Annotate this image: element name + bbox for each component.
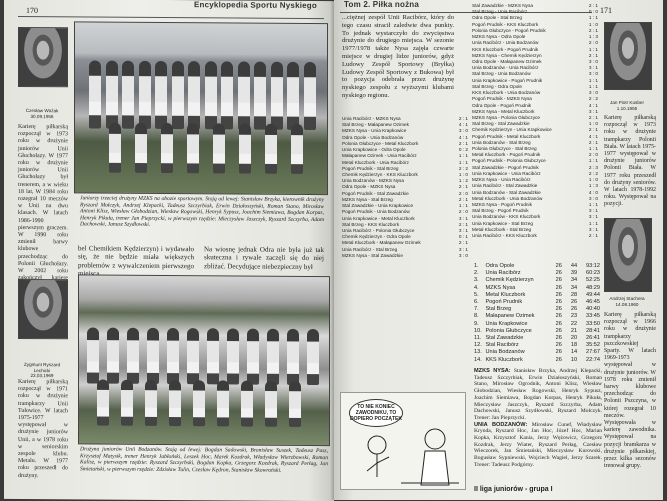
portrait-photo — [18, 279, 68, 339]
match-score: 2 : 1 — [458, 196, 468, 202]
match-teams: Chemik Kędzierzyn - Unia Krapkowice — [472, 127, 552, 133]
standings-pos: 11. — [474, 335, 482, 342]
standings-pts: 26 — [570, 306, 578, 313]
match-score: 1 : 1 — [588, 146, 598, 152]
player-figure — [271, 62, 283, 130]
match-teams: Unia Krapkowice - Odra Opole — [342, 147, 406, 153]
standings-row — [474, 321, 600, 328]
match-score: 2 : 1 — [458, 140, 468, 146]
match-score: 0 : 2 — [458, 147, 468, 153]
match-score: 2 : 1 — [588, 233, 598, 239]
player-figure — [187, 123, 199, 173]
match-results — [472, 3, 598, 239]
standings-goals: 46:45 — [585, 299, 600, 306]
match-score: 3 : 1 — [458, 227, 468, 233]
article-text: Na wiosnę jednak Odra nie była już tak skuteczna i rywale zaczęli się do niej zbliżać. Decydujące niebezpieczny był — [204, 245, 324, 271]
match-teams: Polonia Głubczyce - Pogoń Prudnik — [472, 27, 546, 33]
left-page — [4, 0, 334, 501]
player-figure — [221, 61, 233, 129]
player-figure — [287, 329, 299, 385]
player-figure — [265, 124, 277, 174]
match-teams: Pogoń Prudnik - Stal Zawadzkie — [342, 190, 409, 196]
standings-team: Stal Zawadzkie — [485, 335, 524, 342]
match-score: 2 : 1 — [588, 127, 598, 133]
standings-pos: 1. — [474, 263, 479, 269]
photo-caption: Juniorzy trzeciej drużyny MZKS na obozie sportowym. Stoją od lewej: Stanisław Brzyka, kierownik drużyny Ryszard Mołczyk, Andrzej Klepacki, Tadeusz Szczyrbiak, Erwin Działoszyński, Roman Stano, Mirosław Antoni Klisz, Wiesław Głobodzian, Wiesław Rogowski, Henryk Sypusz, Joachim Siemiawa, Bogdan Korpas, Henryk Pikuła, trener Jan Pieprzycki, w pierwszym rzędzie: Mieczysław Jaszczyk, Ryszard Szczyrba, Adam Dachowski, Janusz Szydłowski. — [80, 195, 324, 229]
player-figure — [161, 123, 173, 173]
standings-pts: 10 — [570, 356, 578, 363]
player-figure — [205, 61, 217, 129]
match-score: 2 : 2 — [458, 165, 468, 171]
standings-pos: 5. — [474, 291, 479, 298]
match-score: 1 : 1 — [588, 220, 598, 226]
book-spread — [4, 0, 663, 500]
match-teams: MZKS Nysa - Unia Racibórz — [472, 177, 531, 183]
standings-pos: 7. — [474, 306, 479, 313]
standings-row — [474, 299, 600, 306]
player-figure — [107, 328, 119, 384]
match-score: 2 : 0 — [458, 209, 468, 215]
team-photo — [74, 21, 328, 195]
player-figure — [187, 328, 199, 384]
match-teams: Pogoń Prudnik - Metal Kluczbork — [472, 133, 541, 139]
standings-team: Stal Racibórz — [485, 342, 519, 349]
match-teams: Odra Opole - Stal Brzeg — [472, 15, 523, 21]
player-figure — [217, 380, 229, 426]
standings-p: 26 — [555, 291, 562, 298]
standings-p: 26 — [555, 263, 562, 269]
match-teams: Polonia Głubczyce - Metal Kluczbork — [342, 140, 419, 146]
article-text: ...ciężnej zespół Unii Racibórz, który do tego czasu stracił zaledwie dwa punkty. To jednak wystarczyło do zwycięstwa drużynie do drugiego miejsca. W sezonie 1977/1978 także Nysa zajęła czwarte miejsce w drugiej lidze juniorów, gdyż Ludowy Zespół Sportowy (Bryłka) Ludowy Zespół Sportowy z Bukowa) był to pozycja odebrała przez drużynę nyskiego zespołu z wyższymi klubami nyskiego regionu. — [342, 14, 454, 99]
standings-pts: 22 — [570, 320, 578, 327]
standings-row — [474, 292, 600, 299]
header-rule — [18, 16, 324, 19]
standings-goals: 52:25 — [585, 277, 600, 284]
standings-row — [474, 306, 600, 313]
player-figure — [89, 60, 101, 128]
match-teams: Pogoń Prudnik - Stal Brzeg — [342, 165, 399, 171]
match-teams: Unia Racibórz - MZKS Nysa — [342, 116, 401, 121]
standings-row — [474, 270, 600, 277]
page-footer: II liga juniorów - grupa I — [474, 486, 553, 493]
match-score: 3 : 0 — [588, 195, 598, 201]
match-teams: MZKS Nysa - Polonia Głubczyce — [472, 114, 540, 120]
standings-goals: 33:50 — [585, 320, 600, 327]
portrait-name: Czesław Woźak 30.09.1956 — [25, 107, 59, 119]
result-row — [342, 253, 468, 259]
standings-pts: 28 — [570, 291, 578, 298]
running-header: Tom 2. Piłka nożna — [344, 0, 420, 9]
standings-p: 26 — [555, 320, 562, 327]
player-figure — [193, 380, 205, 426]
cartoon-drawing — [341, 393, 465, 489]
match-teams: Pogoń Prudnik - KKS Kluczbork — [472, 21, 539, 27]
match-teams: Unia Racibórz - Stal Brzeg — [342, 246, 398, 252]
standings-team: Unia Racibórz — [485, 270, 521, 277]
portrait-photo — [18, 27, 68, 87]
player-figure — [207, 328, 219, 384]
match-teams: MZKS Nysa - Stal Brzeg — [342, 196, 393, 202]
player-figure — [97, 379, 109, 425]
standings-row — [474, 328, 600, 335]
player-figure — [241, 381, 253, 427]
standings-pos: 9. — [474, 320, 479, 327]
match-score: 1 : 1 — [588, 83, 598, 89]
match-score: 0 : 1 — [458, 234, 468, 240]
match-score: 2 : 3 — [588, 164, 598, 170]
standings-team: MZKS Nysa — [485, 284, 516, 291]
page-number: 171 — [600, 6, 612, 15]
match-score: 1 : 3 — [588, 34, 598, 40]
standings-p: 26 — [555, 270, 562, 277]
player-figure — [172, 61, 184, 129]
standings-pts: 39 — [570, 270, 578, 277]
running-header: Encyklopedia Sportu Nyskiego — [194, 0, 317, 11]
standings-pos: 10. — [474, 327, 482, 334]
squad-label: UNIA BODZANÓW: — [474, 421, 528, 428]
match-teams: Pogoń Prudnik - Unia Bodzanów — [342, 209, 410, 215]
match-teams: Polonia Głubczyce - Stal Brzeg — [472, 146, 537, 152]
match-score: 3 : 0 — [458, 252, 468, 258]
match-score: 2 : 1 — [588, 27, 598, 33]
squad-names: Mirosław Cunef, Władysław Krynda, Ryszard Hoc, Jan Hoc, Józef Hoc, Marian Kopka, Krzysztof Kania, Jerzy Wężowicz, Grzegorz Kozdrak, Jerzy Wiater, Ryszard Perłag, Czesław Wieczorek, Jan Śmietański, Mieczysław Kurowski, Bogusław Sypniewski, Wojciech Wagiel, Jerzy Szarek. Trener: Tadeusz Podgórny. — [474, 421, 602, 468]
standings-goals: 49:44 — [585, 291, 600, 298]
match-teams: Stal Zawadzkie - Pogoń Prudnik — [472, 164, 539, 170]
match-results — [342, 116, 468, 259]
page-number: 170 — [26, 6, 38, 16]
match-teams: Metal Kluczbork - Unia Racibórz — [342, 159, 409, 165]
match-teams: Unia Racibórz - Stal Zawadzkie — [472, 183, 538, 189]
match-teams: Metal Kluczbork - Unia Bodzanów — [472, 195, 543, 201]
match-score: 1 : 1 — [588, 202, 598, 207]
match-score: 1 : 1 — [588, 77, 598, 83]
match-score: 3 : 1 — [588, 226, 598, 232]
match-teams: Małapanew Ozimek - Unia Racibórz — [342, 153, 417, 159]
match-score: 2 : 1 — [458, 240, 468, 246]
standings-p: 26 — [555, 335, 562, 342]
match-teams: Stal Brzeg - Unia Racibórz — [472, 9, 528, 15]
standings-p: 26 — [555, 313, 562, 320]
match-teams: Unia Bodzanów - Stal Brzeg — [472, 139, 531, 145]
biography-text: Karierę piłkarską rozpoczął w 1973 roku w drużynie trampkarzy Polonii Biała. W latach 1975-1977 występował w drużynie juniorów Polonii Biała. W 1977 roku przeszedł do drużyny seniorów. W latach 1978-1992 roku. Występował na pozycji. — [604, 115, 656, 208]
player-figure — [169, 380, 181, 426]
portrait-name: Andrzej Stachera 14.08.1960 — [609, 296, 645, 307]
match-score: 2 : 0 — [588, 40, 598, 46]
standings-pts: 26 — [570, 299, 578, 306]
squad-names: Stanisław Brzyka, Andrzej Klepacki, Tadeusz Szczyrbiak, Erwin Działoszyński, Roman Stano, Mirosław Ogrodnik, Antoni Klisz, Wiesław Głobodzian, Wiesław Rogowski, Henryk Sypusz, Joachim Siemiawa, Bogdan Korpas, Henryk Pikuła, Mieczysław Jaszczyk, Ryszard Szczyrba, Adam Dachowski, Janusz Szydłowski, Ryszard Mołczyk. Trener: Jan Pieprzycki. — [474, 368, 602, 421]
match-teams: Unia Bodzanów - KKS Kluczbork — [472, 214, 541, 220]
match-teams: Stal Brzeg - Pogoń Prudnik — [472, 208, 529, 214]
match-score: 1 : 1 — [458, 153, 468, 159]
standings-team: Polonia Głubczyce — [485, 327, 532, 334]
speech-bubble: TO NIE KONIEC ZAWODNIKU, TO DOPIERO POCZĄTEK — [349, 399, 403, 427]
match-teams: Chemik Kędzierzyn - KKS Kluczbork — [342, 171, 418, 177]
match-teams: Stal Brzeg - Stal Zawadzkie — [472, 121, 530, 127]
player-figure — [227, 328, 239, 384]
player-figure — [213, 123, 225, 173]
standings-goals: 48:29 — [585, 284, 600, 291]
team-photo — [78, 274, 330, 446]
standings-team: Pogoń Prudnik — [485, 299, 523, 306]
match-teams: Metal Kluczbork - Małapanew Ozimek — [342, 240, 421, 246]
standings-team: KKS Kluczbork — [485, 356, 523, 363]
standings-goals: 60:23 — [585, 270, 600, 277]
standings-goals: 27:67 — [585, 349, 600, 356]
match-score: 4 : 1 — [588, 102, 598, 108]
match-teams: Stal Brzeg - Unia Bodzanów — [472, 71, 531, 77]
match-score: 1 : 0 — [588, 21, 598, 27]
match-score: 4 : 0 — [588, 189, 598, 195]
match-teams: Unia Krapkowice - Metal Kluczbork — [342, 215, 415, 221]
standings-team: Małapanew Ozimek — [485, 313, 535, 320]
cartoon-illustration — [340, 392, 466, 490]
squad-label: MZKS NYSA: — [474, 368, 511, 374]
match-score: 2 : 1 — [588, 114, 598, 120]
player-figure — [265, 381, 277, 427]
match-teams: Odra Opole - Małapanew Ozimek — [472, 58, 542, 64]
standings-row — [474, 263, 600, 270]
biography-text: Karierę piłkarską rozpoczął w 1973 roku w drużynie juniorów Unii Głuchołazy. W 1977 roku w drużynie juniorów Unii Głuchołazy był trenerem, a w wieku 18 lat, W 1984 roku rozegrał 10 meczów w Unii na dwu klasach. W latach 1986-1990 pierwszym graczem. W 1990 roku zmienił barwy klubowe przechodząc do Polonii Głuchołazy. W 2002 roku — [18, 123, 68, 275]
match-score: 1 : 3 — [588, 183, 598, 189]
player-figure — [188, 61, 200, 129]
match-teams: Metal Kluczbork - Stal Brzeg — [472, 226, 532, 232]
squad-list — [474, 368, 602, 469]
standings-p: 26 — [555, 284, 562, 291]
portrait-photo — [604, 218, 652, 292]
player-figure — [247, 329, 259, 385]
match-teams: Stal Brzeg - KKS Kluczbork — [342, 221, 400, 227]
player-figure — [122, 61, 134, 129]
match-teams: Unia Racibórz - KKS Kluczbork — [472, 233, 537, 239]
match-teams: Unia Bodzanów - Unia Racibórz — [472, 65, 539, 71]
match-score: 1 : 1 — [588, 46, 598, 52]
player-figure — [267, 329, 279, 385]
match-teams: Stal Zawadzkie - MZKS Nysa — [472, 3, 533, 8]
standings-goals: 93:12 — [585, 263, 600, 269]
match-teams: Unia Bodzanów - MZKS Nysa — [342, 178, 405, 184]
match-teams: Metal Kluczbork - Pogoń Prudnik — [472, 152, 541, 158]
player-figure — [109, 123, 121, 173]
standings-row — [474, 335, 600, 342]
match-teams: Pogoń Prudnik - Polonia Głubczyce — [472, 158, 546, 164]
standings-pts: 21 — [570, 327, 578, 334]
standings-team: Stal Brzeg — [485, 306, 512, 313]
standings-row — [474, 313, 600, 320]
player-figure — [238, 61, 250, 129]
match-score: 3 : 1 — [588, 214, 598, 220]
player-figure — [155, 61, 167, 129]
result-row — [472, 233, 598, 239]
match-teams: Unia Krapkowice - Unia Racibórz — [472, 170, 541, 176]
standings-pts: 34 — [570, 277, 578, 284]
standings-p: 26 — [555, 277, 562, 284]
player-figure — [147, 328, 159, 384]
match-teams: Odra Opole - Pogoń Prudnik — [472, 102, 532, 108]
match-score: 2 : 1 — [588, 52, 598, 58]
match-teams: KKS Kluczbork - Pogoń Prudnik — [472, 46, 539, 52]
standings-pts: 34 — [570, 284, 578, 291]
match-score: 2 : 0 — [458, 190, 468, 196]
match-score: 1 : 0 — [458, 171, 468, 177]
match-score: 3 : 0 — [458, 128, 468, 134]
match-score: 0 : 0 — [588, 9, 598, 15]
biography-text: Karierę piłkarską rozpoczął w 1966 roku w drużynie trampkarzy pszczkowskiej Sparty. W latach 1969-1973 występował w drużynie juniorów. W 1978 roku zmienił barwy klubowe przechodząc do Polonii Pszczyna, w której rozegrał 10 meczów. Występowała w karierę zawodnika. Występował na pozycji bramkarza w drużynie piłkarskiej, przez kilka sezonów trenował grupy. — [604, 312, 656, 470]
standings-team: Metal Kluczbork — [485, 291, 526, 298]
standings-team: Chemik Kędzierzyn — [485, 277, 534, 284]
article-text: bel Chemikiem Kędzierzyn) i wydawało się, że nie będzie miała większych problemów z wywalczeniem pierwszego — [78, 244, 194, 270]
portrait-photo — [604, 22, 652, 90]
match-score: 1 : 1 — [458, 159, 468, 165]
standings-pos: 14. — [474, 356, 482, 363]
standings-team: Odra Opole — [485, 263, 515, 269]
match-teams: MZKS Nysa - Unia Krapkowice — [342, 128, 407, 134]
match-teams: Pogoń Prudnik - MZKS Nysa — [472, 96, 532, 102]
biography-text: Karierę piłkarską rozpoczął w 1971 roku w drużynie trampkarzy Unii Tułowice. W latach 1975-1977 występował w drużynie juniorów Unii, a w 1978 roku w seniorskim zespole klubu. Metalu. W 1977 roku przeszedł do drużyny. — [18, 378, 68, 479]
match-teams: Chemik Kędzierzyn - Odra Opole — [342, 234, 411, 240]
match-score: 1 : 1 — [588, 158, 598, 164]
match-teams: Stal Brzeg - Odra Opole — [472, 83, 523, 89]
standings-pos: 6. — [474, 299, 479, 306]
match-teams: Unia Krapkowice - Pogoń Prudnik — [472, 77, 543, 83]
match-score: 1 : 1 — [588, 15, 598, 21]
match-score: 2 : 2 — [588, 170, 598, 176]
portrait-name: Zygmunt Ryszard Lechicki 23.03.1969 — [24, 361, 60, 379]
match-score: 3 : 0 — [588, 90, 598, 96]
match-score: 4 : 1 — [588, 133, 598, 139]
standings-pos: 13. — [474, 349, 482, 356]
match-score: 2 : 1 — [458, 184, 468, 190]
player-figure — [87, 327, 99, 383]
match-teams: Odra Opole - Unia Bodzanów — [342, 134, 404, 140]
player-figure — [254, 62, 266, 130]
player-figure — [307, 329, 319, 385]
standings-goals: 22:74 — [585, 356, 600, 363]
match-score: 1 : 0 — [588, 177, 598, 183]
match-score: 4 : 1 — [458, 134, 468, 140]
standings-goals: 35:52 — [585, 342, 600, 349]
standings-pts: 20 — [570, 335, 578, 342]
match-score: 3 : 1 — [458, 215, 468, 221]
standings-pos: 8. — [474, 313, 479, 320]
standings-row — [474, 349, 600, 356]
standings-pts: 14 — [570, 349, 578, 356]
match-teams: MZKS Nysa - Chemik Kędzierzyn — [472, 52, 542, 58]
player-figure — [139, 61, 151, 129]
standings-pos: 3. — [474, 277, 479, 284]
standings-goals: 26:41 — [585, 335, 600, 342]
standings-p: 26 — [555, 349, 562, 356]
player-figure — [239, 123, 251, 173]
player-figure — [287, 62, 299, 130]
match-teams: Unia Krapkowice - Stal Brzeg — [472, 220, 533, 226]
match-teams: Stal Brzeg - Małapanew Ozimek — [342, 122, 409, 128]
match-teams: Stal Zawadzkie - Unia Krapkowice — [342, 203, 414, 209]
match-teams: MZKS Nysa - Pogoń Prudnik — [472, 202, 532, 207]
match-score: 2 : 1 — [458, 116, 468, 121]
player-figure — [127, 328, 139, 384]
match-score: 1 : 1 — [458, 203, 468, 209]
standings-p: 26 — [555, 299, 562, 306]
standings-pos: 2. — [474, 270, 479, 277]
standings-goals: 40:40 — [585, 306, 600, 313]
standings-pos: 12. — [474, 342, 482, 349]
standings-goals: 28:41 — [585, 327, 600, 334]
standings-row — [474, 285, 600, 292]
standings-table — [474, 263, 600, 364]
standings-goals: 33:45 — [585, 313, 600, 320]
standings-p: 26 — [555, 342, 562, 349]
match-score: 3 : 0 — [588, 71, 598, 77]
match-teams: Unia Bodzanów - Stal Zawadzkie — [472, 189, 541, 195]
match-score: 2 : 1 — [588, 139, 598, 145]
match-score: 3 : 1 — [588, 208, 598, 214]
player-figure — [167, 328, 179, 384]
player-figure — [304, 62, 316, 130]
match-teams: Unia Racibórz - Unia Bodzanów — [472, 40, 539, 46]
standings-pos: 4. — [474, 284, 479, 291]
standings-pts: 18 — [570, 342, 578, 349]
standings-pts: 23 — [570, 313, 578, 320]
standings-p: 26 — [555, 306, 562, 313]
match-score: 4 : 1 — [458, 122, 468, 128]
match-teams: Unia Racibórz - Polonia Głubczyce — [342, 227, 415, 233]
portrait-name: Jan Piotr Kusber 1.10.1955 — [610, 100, 644, 111]
match-teams: MZKS Nysa - Stal Zawadzkie — [342, 252, 403, 258]
match-score: 1 : 2 — [458, 178, 468, 184]
match-score: 3 : 0 — [588, 58, 598, 64]
match-score: 2 : 2 — [588, 96, 598, 102]
standings-row — [474, 342, 600, 349]
right-page — [334, 0, 663, 500]
player-figure — [291, 124, 303, 174]
player-figure — [106, 61, 118, 129]
standings-row — [474, 357, 600, 364]
photo-caption: Drużyna juniorów Unii Bodzanów. Stoją od lewej: Bogdan Sadowski, Bronisław Suszek, Tadeusz Pasz, Krzysztof Matysik, trener Henryk Jabłoński, Leszek Hoc, Marek Kozdrak, Władysław Wierzbowski, Roman Kalisz, w pierwszym rzędzie: Ryszard Szczyrbski, Bogdan Kopka, Grzegorz Kozdrak, Ryszard Perłag, Jan Śmietański, w pierwszym rzędzie: Zdzisław Tulin, Czesław Kędron, Stanisław Skowroński. — [80, 446, 328, 474]
match-score: 2 : 1 — [458, 221, 468, 227]
standings-pts: 44 — [570, 263, 578, 269]
match-teams: Odra Opole - MZKS Nysa — [342, 184, 396, 190]
match-teams: KKS Kluczbork - Unia Bodzanów — [472, 90, 541, 96]
match-teams: MZKS Nysa - Odra Opole — [472, 34, 526, 40]
player-figure — [121, 380, 133, 426]
standings-p: 26 — [555, 356, 562, 363]
match-score: 3 : 1 — [458, 246, 468, 252]
player-figure — [289, 381, 301, 427]
match-score: 1 : 0 — [588, 121, 598, 127]
player-figure — [135, 123, 147, 173]
standings-row — [474, 277, 600, 284]
match-score: 2 : 1 — [588, 3, 598, 8]
match-teams: MZKS Nysa - Metal Kluczbork — [472, 108, 535, 114]
standings-p: 26 — [555, 327, 562, 334]
match-score: 3 : 1 — [588, 108, 598, 114]
match-score: 3 : 1 — [588, 65, 598, 71]
standings-team: Unia Krapkowice — [485, 320, 528, 327]
standings-team: Unia Bodzanów — [485, 349, 525, 356]
match-score: 2 : 0 — [588, 152, 598, 158]
player-figure — [145, 380, 157, 426]
